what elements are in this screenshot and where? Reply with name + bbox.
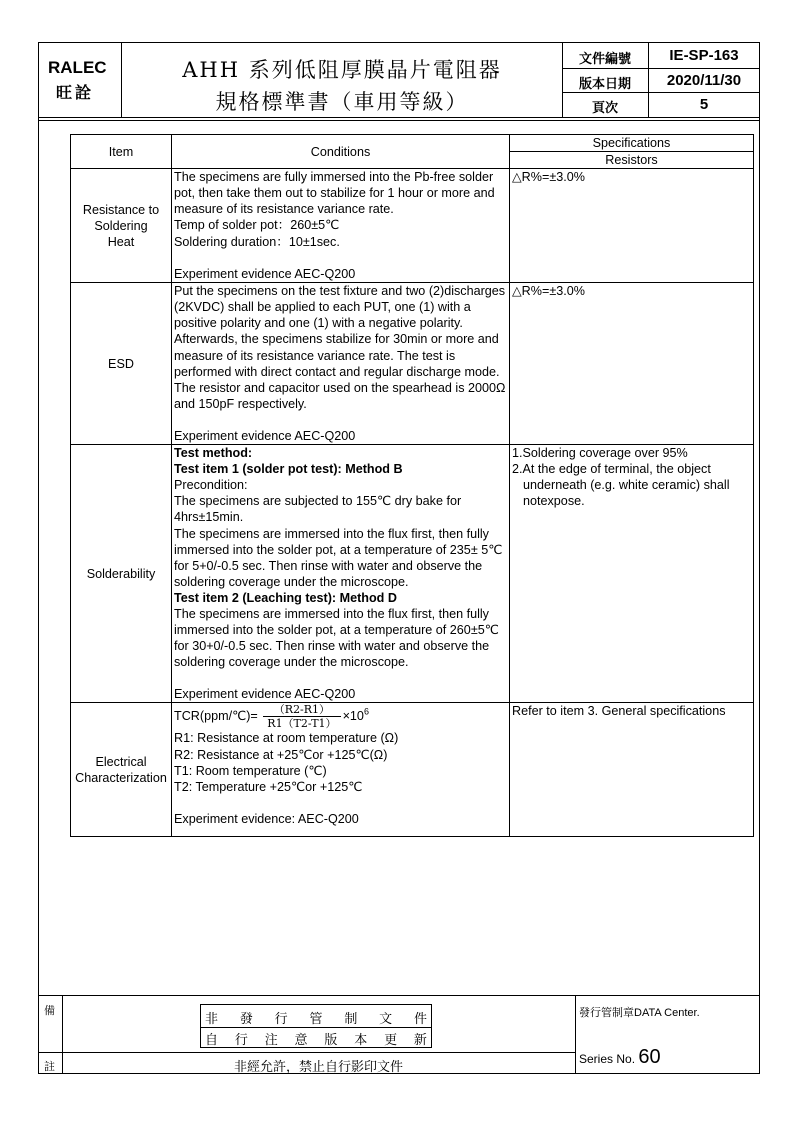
condition-text: T1: Room temperature (℃): [174, 763, 327, 778]
condition-heading: Test item 1 (solder pot test): Method B: [174, 462, 403, 477]
condition-text: The specimens are immersed into the flux first, then fully immersed into the solder pot, at a temperature of 260±5℃ for 30+0/-0.5 sec. Then rinse with water and observe the soldering coverage under the microscope.: [174, 606, 499, 670]
stamp-char: 行: [234, 1033, 248, 1048]
doc-no-value: IE-SP-163: [669, 47, 739, 64]
issue-stamp: [579, 1004, 700, 1020]
item-cell: [71, 169, 172, 283]
condition-text: Precondition:: [174, 478, 248, 493]
col-header-specifications: Specifications: [510, 135, 754, 152]
condition-text: The specimens are immersed into the flux first, then fully immersed into the solder pot, at a temperature of 235± 5℃ for 5+0/-0.5 sec. Then rinse with water and observe the soldering coverage under the microscope.: [174, 526, 503, 589]
series-number: [579, 1046, 661, 1069]
stamp-char: 非: [205, 1012, 219, 1027]
condition-text: R2: Resistance at +25℃or +125℃(Ω): [174, 747, 388, 762]
stamp-char: 管: [309, 1012, 323, 1027]
stamp-divider: [201, 1027, 431, 1028]
stamp-line-1: [201, 1008, 431, 1027]
stamp-char: 本: [354, 1033, 368, 1048]
condition-text: Put the specimens on the test fixture and two (2)discharges (2KVDC) shall be applied to each PUT, one (1) with a positive polarity and one (1) with a negative polarity. Afterwards, the specimens stabilize for 30min or more and measure of its resistance variance rate. The test is performed with direct contact and regular discharge mode. The resistor and capacitor used on the spearhead is 2000Ω and 150pF respectively.: [174, 284, 506, 411]
tcr-fraction: [263, 703, 340, 730]
stamp-char: 自: [205, 1033, 219, 1048]
tcr-exponent: 6: [363, 707, 369, 718]
document-title-line1: AHH 系列低阻厚膜晶片電阻器: [182, 58, 502, 82]
brand-name-en: RALEC: [48, 58, 107, 77]
col-header-resistors: Resistors: [510, 152, 754, 169]
specification-table: [70, 134, 754, 837]
item-label: ESD: [108, 356, 134, 371]
remark-label-top: 備: [44, 1004, 55, 1017]
spec-cell: [510, 283, 754, 445]
stamp-char: 更: [384, 1033, 398, 1048]
blank-line: [174, 412, 507, 428]
stamp-char: 文: [379, 1012, 393, 1027]
spec-text: △R%=±3.0%: [512, 170, 585, 185]
conditions-cell: [172, 169, 510, 283]
version-date-label: 版本日期: [578, 77, 631, 92]
spec-cell: [510, 445, 754, 703]
stamp-char: 新: [413, 1033, 427, 1048]
footer-middle-rule: [38, 1052, 575, 1053]
issue-stamp-value: DATA Center.: [634, 1007, 700, 1019]
spec-text: △R%=±3.0%: [512, 284, 585, 299]
conditions-cell: [172, 445, 510, 703]
version-date-value: 2020/11/30: [666, 72, 742, 89]
tcr-prefix: TCR(ppm/℃)=: [174, 709, 258, 724]
footer-divider-stamp: [575, 995, 576, 1074]
blank-line: [174, 670, 507, 686]
spec-text: 1.Soldering coverage over 95%: [512, 446, 688, 461]
stamp-char: 件: [413, 1012, 427, 1027]
item-cell: [71, 283, 172, 445]
col-header-item: Item: [71, 135, 172, 169]
item-label: Solderability: [86, 566, 156, 581]
document-title-line2: 規格標準書（車用等級）: [215, 90, 469, 114]
tcr-formula: [174, 703, 507, 730]
spec-text: Refer to item 3. General specifications: [512, 704, 726, 719]
stamp-line-2: [201, 1029, 431, 1048]
spec-cell: [510, 703, 754, 837]
stamp-char: 版: [324, 1033, 338, 1048]
control-stamp-box: [200, 1004, 432, 1048]
col-header-conditions: Conditions: [172, 135, 510, 169]
stamp-char: 注: [264, 1033, 278, 1048]
item-label: Resistance to: [82, 202, 160, 217]
condition-text: R1: Resistance at room temperature (Ω): [174, 731, 399, 746]
stamp-char: 意: [294, 1033, 308, 1048]
condition-heading: Test method:: [174, 446, 253, 461]
conditions-cell: [172, 283, 510, 445]
condition-heading: Test item 2 (Leaching test): Method D: [174, 590, 397, 605]
condition-text: Soldering duration：10±1sec.: [174, 234, 340, 249]
condition-text: The specimens are fully immersed into the Pb-free solder pot, then take them out to stabilize for 1 hour or more and measure of its resistance variance rate.: [174, 170, 495, 217]
meta-rule-2: [562, 92, 760, 93]
series-value: 60: [638, 1046, 661, 1068]
stamp-char: 發: [239, 1012, 253, 1027]
item-label: Characterization: [75, 770, 167, 785]
experiment-evidence: Experiment evidence AEC-Q200: [174, 266, 356, 281]
meta-rule-1: [562, 68, 760, 69]
tcr-multiplier: ×10: [342, 709, 364, 724]
issue-stamp-label: 發行管制章: [579, 1006, 634, 1019]
copy-restriction-notice: 非經允許，禁止自行影印文件: [233, 1060, 403, 1075]
item-label: Heat: [107, 234, 135, 249]
table-row: [71, 283, 754, 445]
header-bottom-rule: [38, 117, 760, 118]
series-label: Series No.: [579, 1052, 636, 1066]
conditions-cell: [172, 703, 510, 837]
table-row: [71, 169, 754, 283]
blank-line: [174, 795, 507, 811]
tcr-numerator: （R2-R1）: [273, 703, 331, 717]
spec-text: 2.At the edge of terminal, the object underneath (e.g. white ceramic) shall notexpose.: [512, 462, 730, 509]
table-row: [71, 445, 754, 703]
stamp-char: 行: [274, 1012, 288, 1027]
experiment-evidence: Experiment evidence: AEC-Q200: [174, 811, 359, 826]
experiment-evidence: Experiment evidence AEC-Q200: [174, 687, 356, 702]
tcr-denominator: R1（T2-T1）: [263, 716, 340, 730]
condition-text: T2: Temperature +25℃or +125℃: [174, 779, 363, 794]
header-double-rule: [38, 120, 760, 121]
brand-name-cn: 旺詮: [56, 83, 95, 102]
item-cell: [71, 703, 172, 837]
remark-label-bottom: 註: [44, 1060, 55, 1073]
table-row: [71, 703, 754, 837]
page-number: 5: [699, 96, 709, 113]
item-label: Electrical: [95, 754, 147, 769]
item-cell: [71, 445, 172, 703]
condition-text: The specimens are subjected to 155℃ dry bake for 4hrs±15min.: [174, 494, 462, 525]
page-label: 頁次: [591, 101, 618, 116]
doc-no-label: 文件編號: [578, 52, 631, 67]
footer-top-rule: [38, 995, 760, 996]
condition-text: Temp of solder pot：260±5℃: [174, 218, 340, 233]
blank-line: [174, 250, 507, 266]
stamp-char: 制: [344, 1012, 358, 1027]
item-label: Soldering: [94, 218, 148, 233]
spec-cell: [510, 169, 754, 283]
experiment-evidence: Experiment evidence AEC-Q200: [174, 428, 356, 443]
